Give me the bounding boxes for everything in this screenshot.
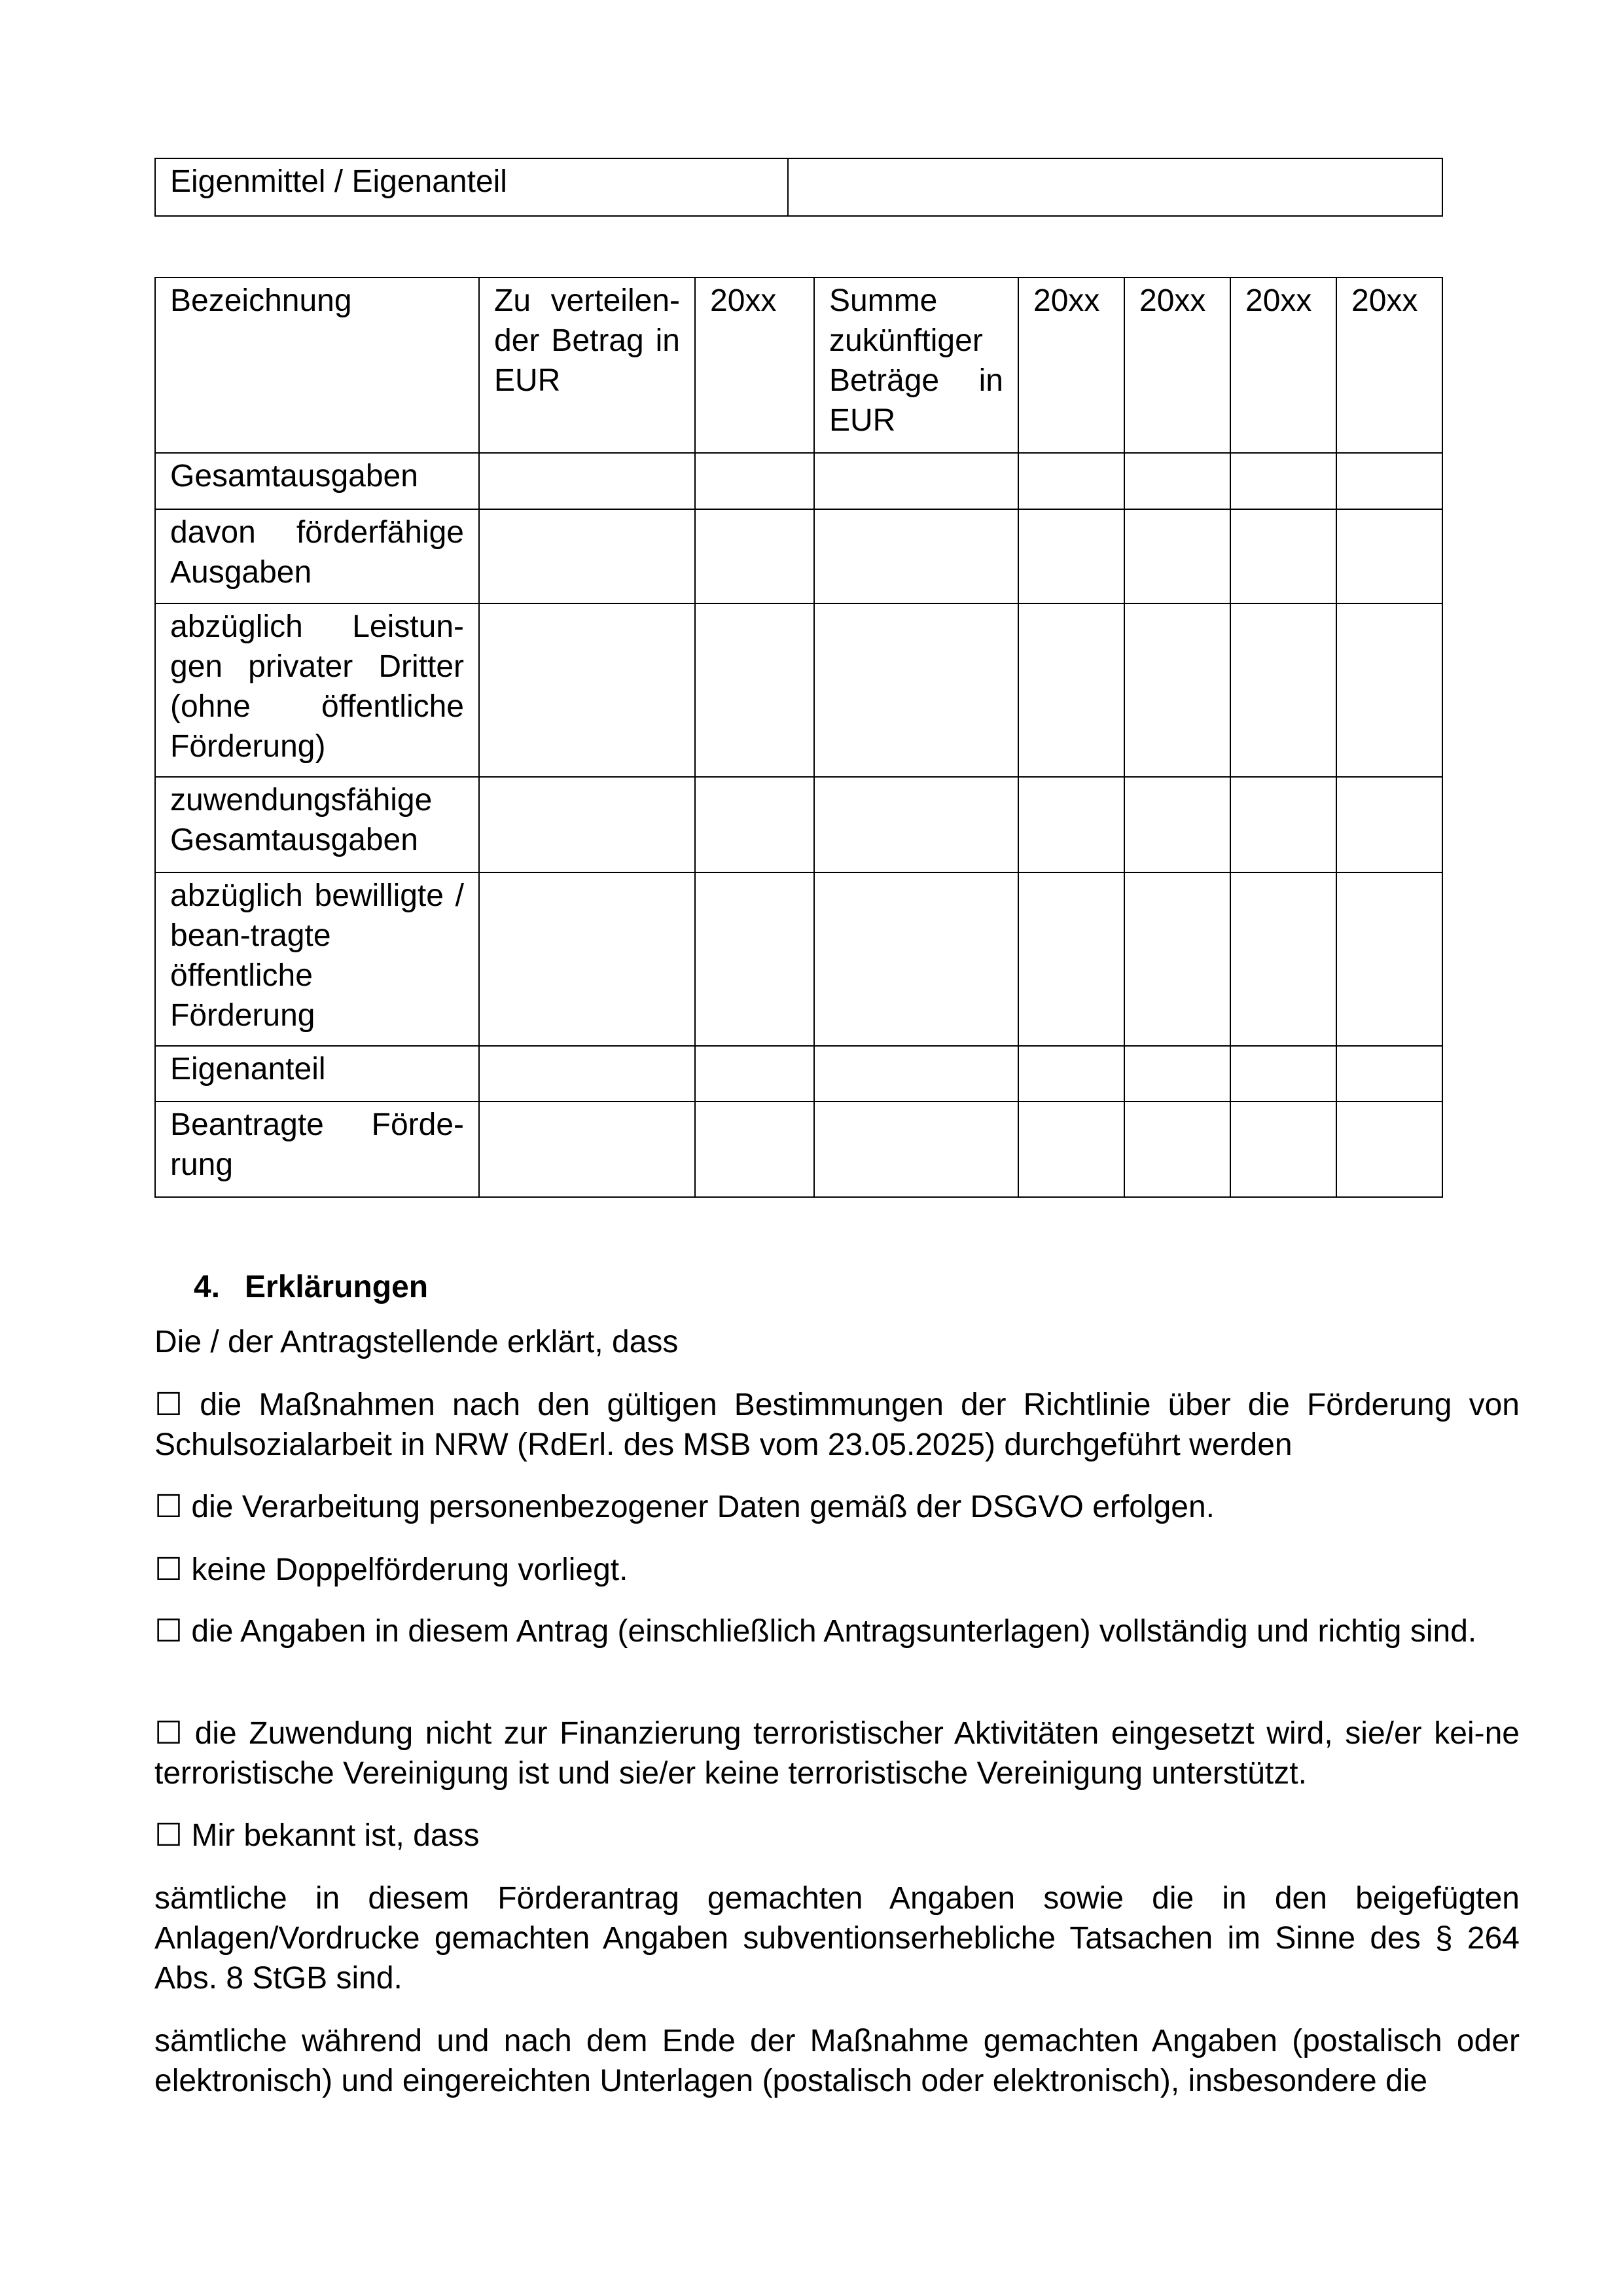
table-cell[interactable] — [1336, 1046, 1442, 1102]
table-cell[interactable] — [1336, 777, 1442, 872]
own-funds-table — [154, 158, 1443, 217]
table-cell[interactable] — [1230, 777, 1336, 872]
table-row — [155, 872, 1442, 1046]
own-funds-label: Eigenmittel / Eigenanteil — [155, 158, 788, 216]
section-number: 4. — [194, 1270, 221, 1304]
table-cell[interactable] — [479, 509, 695, 603]
declaration-item — [154, 1611, 1520, 1651]
table-cell[interactable] — [1018, 1046, 1124, 1102]
checkbox[interactable]: ☐ — [154, 1552, 183, 1587]
declaration-text: die Maßnahmen nach den gültigen Bestimmungen der Richtlinie über die Förderung von Schulsozialarbeit in NRW (RdErl. des MSB vom 23.05.2025) durchgeführt werden — [154, 1388, 1520, 1462]
table-row — [155, 453, 1442, 509]
header-future-sum: Summe zukünftiger Beträge in EUR — [814, 278, 1018, 453]
row-label-beantragte-foerderung: Beantragte Förde-rung — [155, 1102, 479, 1197]
table-cell[interactable] — [814, 1046, 1018, 1102]
table-cell[interactable] — [479, 1102, 695, 1197]
header-bezeichnung: Bezeichnung — [155, 278, 479, 453]
intro-text: Die / der Antragstellende erklärt, dass — [154, 1325, 679, 1359]
declaration-text: die Verarbeitung personenbezogener Daten gemäß der DSGVO erfolgen. — [191, 1490, 1215, 1524]
row-label-eigenanteil: Eigenanteil — [155, 1046, 479, 1102]
header-year-1: 20xx — [695, 278, 814, 453]
table-cell[interactable] — [695, 603, 814, 777]
table-cell[interactable] — [1336, 453, 1442, 509]
checkbox[interactable]: ☐ — [154, 1388, 183, 1422]
table-cell[interactable] — [695, 1102, 814, 1197]
checkbox[interactable]: ☐ — [154, 1818, 183, 1853]
table-cell[interactable] — [1230, 453, 1336, 509]
table-cell[interactable] — [695, 1046, 814, 1102]
table-cell[interactable] — [479, 872, 695, 1046]
header-amount-to-distribute: Zu verteilen-der Betrag in EUR — [479, 278, 695, 453]
table-row — [155, 1046, 1442, 1102]
declarations-intro — [154, 1322, 1520, 1362]
table-cell[interactable] — [1230, 603, 1336, 777]
table-row — [155, 777, 1442, 872]
table-cell[interactable] — [695, 453, 814, 509]
declaration-text: Mir bekannt ist, dass — [191, 1818, 480, 1853]
table-cell[interactable] — [1018, 509, 1124, 603]
table-cell[interactable] — [479, 603, 695, 777]
declaration-item — [154, 1487, 1520, 1527]
table-cell[interactable] — [814, 603, 1018, 777]
table-cell[interactable] — [1018, 1102, 1124, 1197]
table-cell[interactable] — [1124, 453, 1230, 509]
table-cell[interactable] — [814, 872, 1018, 1046]
declaration-item — [154, 1816, 1520, 1856]
body-paragraph — [154, 2021, 1520, 2101]
checkbox[interactable]: ☐ — [154, 1716, 183, 1751]
row-label-oeffentliche-foerderung: abzüglich bewilligte / bean-tragte öffentliche Förderung — [155, 872, 479, 1046]
declaration-text: die Zuwendung nicht zur Finanzierung terroristischer Aktivitäten eingesetzt wird, sie/er kei-ne terroristische Vereinigung ist und sie/er keine terroristische Vereinigung unterstützt. — [154, 1716, 1520, 1791]
table-cell[interactable] — [1336, 509, 1442, 603]
table-cell[interactable] — [814, 777, 1018, 872]
table-cell[interactable] — [1336, 872, 1442, 1046]
table-cell[interactable] — [1124, 777, 1230, 872]
table-cell[interactable] — [479, 1046, 695, 1102]
table-cell[interactable] — [1336, 1102, 1442, 1197]
budget-header-row — [155, 278, 1442, 453]
table-cell[interactable] — [1018, 872, 1124, 1046]
table-cell[interactable] — [814, 509, 1018, 603]
own-funds-row — [155, 158, 1442, 216]
section-heading — [194, 1267, 428, 1307]
body-paragraph — [154, 1878, 1520, 1998]
table-cell[interactable] — [1124, 872, 1230, 1046]
table-cell[interactable] — [1018, 453, 1124, 509]
table-cell[interactable] — [1018, 603, 1124, 777]
budget-table — [154, 277, 1443, 1198]
header-year-4: 20xx — [1230, 278, 1336, 453]
table-cell[interactable] — [1336, 603, 1442, 777]
checkbox[interactable]: ☐ — [154, 1614, 183, 1649]
table-cell[interactable] — [1230, 509, 1336, 603]
declaration-item — [154, 1385, 1520, 1465]
table-row — [155, 603, 1442, 777]
table-row — [155, 509, 1442, 603]
checkbox[interactable]: ☐ — [154, 1490, 183, 1524]
table-cell[interactable] — [814, 1102, 1018, 1197]
table-cell[interactable] — [1124, 1102, 1230, 1197]
row-label-foerderfaehige-ausgaben: davon förderfähige Ausgaben — [155, 509, 479, 603]
section-title: Erklärungen — [245, 1270, 429, 1304]
table-cell[interactable] — [479, 777, 695, 872]
table-cell[interactable] — [814, 453, 1018, 509]
table-cell[interactable] — [695, 509, 814, 603]
declaration-text: die Angaben in diesem Antrag (einschließlich Antragsunterlagen) vollständig und richtig sind. — [191, 1614, 1477, 1649]
table-cell[interactable] — [1124, 509, 1230, 603]
table-cell[interactable] — [1124, 1046, 1230, 1102]
row-label-zuwendungsfaehige: zuwendungsfähige Gesamtausgaben — [155, 777, 479, 872]
table-cell[interactable] — [1124, 603, 1230, 777]
row-label-private-dritte: abzüglich Leistun-gen privater Dritter (ohne öffentliche Förderung) — [155, 603, 479, 777]
paragraph-text: sämtliche in diesem Förderantrag gemachten Angaben sowie die in den beigefügten Anlagen/Vordrucke gemachten Angaben subventionserhebliche Tatsachen im Sinne des § 264 Abs. 8 StGB sind. — [154, 1881, 1520, 1996]
table-cell[interactable] — [1230, 1102, 1336, 1197]
table-cell[interactable] — [1230, 872, 1336, 1046]
declaration-item — [154, 1713, 1520, 1793]
table-cell[interactable] — [1018, 777, 1124, 872]
declaration-text: keine Doppelförderung vorliegt. — [191, 1552, 628, 1587]
table-cell[interactable] — [1230, 1046, 1336, 1102]
header-year-2: 20xx — [1018, 278, 1124, 453]
table-cell[interactable] — [695, 872, 814, 1046]
declaration-item — [154, 1550, 1520, 1590]
table-cell[interactable] — [695, 777, 814, 872]
paragraph-text: sämtliche während und nach dem Ende der Maßnahme gemachten Angaben (postalisch oder elektronisch) und eingereichten Unterlagen (postalisch oder elektronisch), insbesondere die — [154, 2024, 1520, 2098]
row-label-gesamtausgaben: Gesamtausgaben — [155, 453, 479, 509]
header-year-3: 20xx — [1124, 278, 1230, 453]
table-cell[interactable] — [479, 453, 695, 509]
header-year-5: 20xx — [1336, 278, 1442, 453]
own-funds-value-field[interactable] — [788, 158, 1442, 216]
table-row — [155, 1102, 1442, 1197]
